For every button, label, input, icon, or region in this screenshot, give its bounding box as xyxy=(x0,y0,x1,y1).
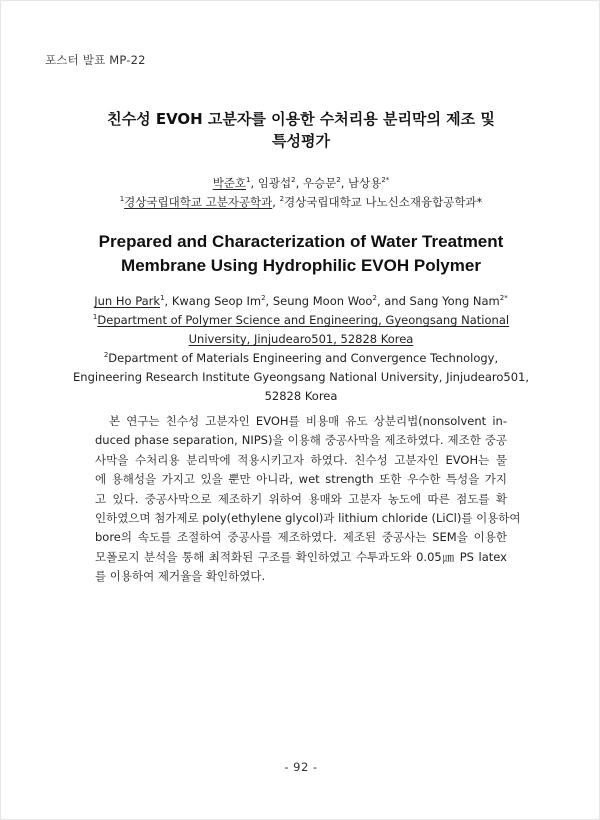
english-author-name: Jun Ho Park xyxy=(94,294,161,308)
abstract-line: 본 연구는 친수성 고분자인 EVOH를 비용매 유도 상분리법(nonsolvent in- xyxy=(109,414,507,428)
abstract-line: bore의 속도를 조절하여 중공사를 제조하였다. 제조된 중공사는 SEM을 이용한 xyxy=(95,530,507,545)
korean-affiliation: 경상국립대학교 나노신소재융합공학과* xyxy=(284,195,483,209)
affiliation-superscript: 1 xyxy=(119,195,125,203)
korean-affiliations: $^1$경상국립대학교 고분자공학과, $^2$경상국립대학교 나노신소재융합공학과* xyxy=(119,195,483,209)
abstract-line: 를 이용하여 제거율을 확인하였다. xyxy=(95,569,266,584)
english-affiliation-2 xyxy=(1,349,600,368)
korean-author-name: 남상용 xyxy=(348,176,382,190)
english-author-name: Kwang Seop Im xyxy=(171,294,262,308)
author-superscript: 2 xyxy=(291,176,296,184)
abstract-body xyxy=(95,412,521,587)
page-number: - 92 - xyxy=(284,760,318,774)
affiliation-superscript: 2 xyxy=(103,351,109,359)
english-title-line: Prepared and Characterization of Water Treatment xyxy=(98,232,504,251)
author-superscript: 2* xyxy=(381,176,390,184)
english-affiliation-2-cont: Engineering Research Institute Gyeongsang National University, Jinjudearo501, xyxy=(73,370,529,384)
affiliation-superscript: 1 xyxy=(92,313,98,321)
korean-author-name: 임광섭 xyxy=(257,176,292,190)
abstract-line: 에 용해성을 가지고 있을 뿐만 아니라, wet strength 또한 우수한 특성을 가지 xyxy=(95,472,507,487)
korean-author-name: 박준호 xyxy=(212,176,247,190)
author-superscript: 2 xyxy=(261,294,266,302)
korean-title xyxy=(1,108,600,152)
korean-authors-block xyxy=(1,174,600,212)
english-title xyxy=(1,230,600,278)
session-label: 포스터 발표 MP-22 xyxy=(45,53,146,67)
korean-title-line: 친수성 EVOH 고분자를 이용한 수처리용 분리막의 제조 및 xyxy=(107,110,495,128)
english-authors-block xyxy=(1,292,600,406)
author-superscript: 2* xyxy=(499,294,508,302)
english-affiliation-1 xyxy=(1,311,600,330)
author-superscript: 2 xyxy=(336,176,341,184)
english-author-name: Seung Moon Woo xyxy=(272,294,373,308)
affiliation-line: Department of Polymer Science and Engineering, Gyeongsang National xyxy=(97,313,510,327)
english-title-line: Membrane Using Hydrophilic EVOH Polymer xyxy=(121,256,481,275)
korean-author-name: 우승문 xyxy=(302,176,337,190)
english-affiliation-2-cont: 52828 Korea xyxy=(264,389,338,403)
affiliation-line: Department of Materials Engineering and Convergence Technology, xyxy=(108,351,499,365)
abstract-line: 모폴로지 분석을 통해 최적화된 구조를 확인하였고 수투과도와 0.05㎛ PS latex xyxy=(95,549,507,564)
korean-title-line: 특성평가 xyxy=(272,132,330,150)
korean-affiliation: 경상국립대학교 고분자공학과 xyxy=(124,195,273,209)
abstract-line: duced phase separation, NIPS)을 이용해 중공사막을 제조하였다. 제조한 중공 xyxy=(95,433,507,448)
english-author-list: Jun Ho Park$^1$, Kwang Seop Im$^2$, Seung Moon Woo$^2$, and Sang Yong Nam$^{2*}$ xyxy=(94,294,508,308)
english-affiliation-1-cont xyxy=(1,330,600,349)
korean-author-list: 박준호$^1$, 임광섭$^2$, 우승문$^2$, 남상용$^{2*}$ xyxy=(212,176,390,190)
author-superscript: 2 xyxy=(372,294,377,302)
affiliation-line: University, Jinjudearo501, 52828 Korea xyxy=(188,332,414,346)
author-superscript: 1 xyxy=(160,294,165,302)
abstract-line: 인하였으며 첨가제로 poly(ethylene glycol)과 lithium chloride (LiCl)를 이용하여 xyxy=(95,510,521,525)
affiliation-superscript: 2 xyxy=(279,195,285,203)
abstract-line: 사막을 수처리용 분리막에 적용시키고자 하였다. 친수성 고분자인 EVOH는 물 xyxy=(95,452,507,467)
author-superscript: 1 xyxy=(246,176,251,184)
english-author-name: and Sang Yong Nam xyxy=(384,294,500,308)
abstract-line: 고 있다. 중공사막으로 제조하기 위하여 용매와 고분자 농도에 따른 점도를 확 xyxy=(95,491,507,506)
